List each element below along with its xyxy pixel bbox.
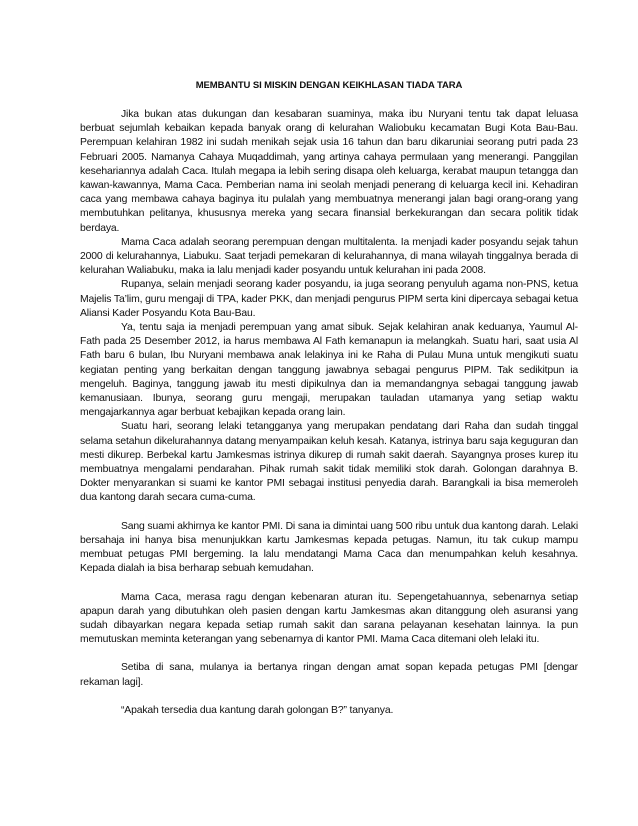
- document-title: MEMBANTU SI MISKIN DENGAN KEIKHLASAN TIADA TARA: [195, 80, 463, 91]
- paragraph-2: Mama Caca adalah seorang perempuan dengan multitalenta. Ia menjadi kader posyandu sejak tahun 2000 di kelurahannya, Liabuku. Saat terjadi pemekaran di kelurahannya, di mana wilayah tinggalnya berada di kelurahan Waliabuku, maka ia lalu menjadi kader posyandu untuk kelurahan ini pada 2008.: [80, 236, 578, 277]
- paragraph-4: Ya, tentu saja ia menjadi perempuan yang amat sibuk. Sejak kelahiran anak keduanya, Yaumul Al-Fath pada 25 Desember 2012, ia harus membawa Al Fath kemanapun ia melangkah. Suatu hari, saat usia Al Fath baru 6 bulan, Ibu Nuryani membawa anak lelakinya ini ke Raha di Pulau Muna untuk mengikuti suatu kegiatan penting yang berkaitan dengan tanggung jawabnya sebagai pengurus PIPM. Tak sedikitpun ia mengeluh. Baginya, tanggung jawab itu mesti dipikulnya dan ia memandangnya sebagai tanggung jawab kemanusiaan. Ibunya, seorang guru mengaji, merupakan tauladan utamanya yang setiap waktu mengajarkannya agar berbuat kebajikan kepada orang lain.: [80, 322, 578, 419]
- paragraph-5: Suatu hari, seorang lelaki tetangganya yang merupakan pendatang dari Raha dan sudah tinggal selama setahun dikelurahannya datang menyampaikan keluh kesah. Katanya, istrinya baru saja keguguran dan mesti dikurep. Berbekal kartu Jamkesmas istrinya dikurep di rumah sakit daerah. Sayangnya proses kurep itu membuatnya mengalami pendarahan. Pihak rumah sakit tidak memiliki stok darah. Golongan darahnya B. Dokter menyarankan si suami ke kantor PMI sebagai institusi penyedia darah. Barangkali ia bisa memeroleh dua kantong darah secara cuma-cuma.: [80, 421, 578, 504]
- paragraph-7: Mama Caca, merasa ragu dengan kebenaran aturan itu. Sepengetahuannya, sebenarnya setiap apapun darah yang dibutuhkan oleh pasien dengan kartu Jamkesmas akan ditanggung oleh asuransi yang sudah dibayarkan negara kepada setiap rumah sakit dan sarana pelayanan kesehatan lainnya. Ia pun memutuskan meminta keterangan yang sebenarnya di kantor PMI. Mama Caca ditemani oleh lelaki itu.: [80, 591, 578, 646]
- paragraph-6: Sang suami akhirnya ke kantor PMI. Di sana ia dimintai uang 500 ribu untuk dua kantong darah. Lelaki bersahaja ini hanya bisa menunjukkan kartu Jamkesmas kepada petugas. Namun, itu tak cukup mampu membuat petugas PMI bergeming. Ia lalu mendatangi Mama Caca dan menumpahkan keluh kesahnya. Kepada dialah ia bisa berharap sebuah kemudahan.: [80, 520, 578, 575]
- paragraph-3: Rupanya, selain menjadi seorang kader posyandu, ia juga seorang penyuluh agama non-PNS, ketua Majelis Ta’lim, guru mengaji di TPA, kader PKK, dan menjadi pengurus PIPM serta kini dipercaya sebagai ketua Aliansi Kader Posyandu Kota Bau-Bau.: [80, 279, 578, 319]
- paragraph-1: Jika bukan atas dukungan dan kesabaran suaminya, maka ibu Nuryani tentu tak dapat leluasa berbuat sejumlah kebaikan kepada banyak orang di kelurahan Waliobuku kecamatan Bugi Kota Bau-Bau. Perempuan kelahiran 1982 ini sudah menikah sejak usia 16 tahun dan baru dikaruniai seorang putri pada 23 Februari 2005. Namanya Cahaya Muqaddimah, yang artinya cahaya permulaan yang menerangi. Panggilan kesehariannya adalah Caca. Itulah megapa ia lebih sering disapa oleh keluarga, kerabat maupun tetangga dan kawan-kawannya, Mama Caca. Pemberian nama ini seolah menjadi penerang di keluarga kecil ini. Kehadiran caca yang membawa cahaya baginya itu pulalah yang membuatnya menerangi jalan bagi orang-orang yang membutuhkan pelitanya, khususnya mereka yang secara finansial berkekurangan dan secara politik tidak berdaya.: [80, 109, 578, 234]
- paragraph-9: “Apakah tersedia dua kantung darah golongan B?” tanyanya.: [121, 704, 394, 716]
- paragraph-8: Setiba di sana, mulanya ia bertanya ringan dengan amat sopan kepada petugas PMI [dengar rekaman lagi].: [80, 662, 578, 688]
